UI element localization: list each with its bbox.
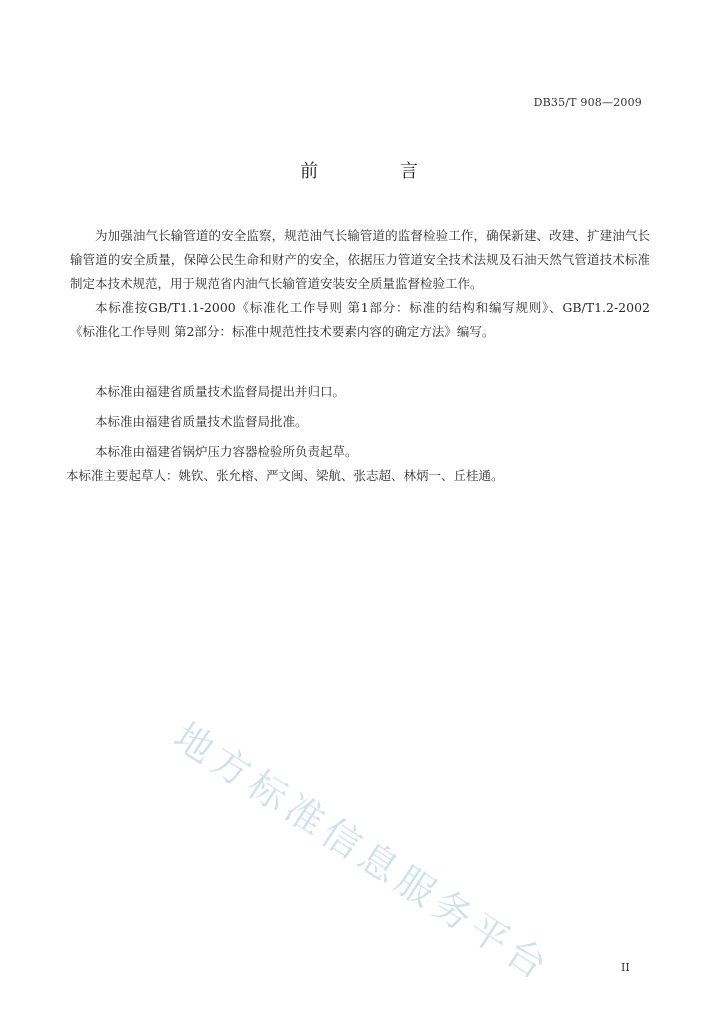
watermark: 地方标准信息服务平台 <box>166 713 560 991</box>
paragraph-drafters: 本标准主要起草人：姚钦、张允榕、严文闽、梁航、张志超、林炳一、丘桂通。 <box>66 468 504 483</box>
paragraph-purpose: 为加强油气长输管道的安全监察，规范油气长输管道的监督检验工作，确保新建、改建、扩建油气长输管道的安全质量，保障公民生命和财产的安全，依据压力管道安全技术法规及石油天然气管道技术标准制定本技术规范，用于规范省内油气长输管道安装安全质量监督检验工作。 <box>70 228 650 291</box>
paragraph-spacer <box>70 344 650 374</box>
paragraph-drafting-rules: 本标准按GB/T1.1-2000《标准化工作导则 第1部分：标准的结构和编写规则》、GB/T1.2-2002《标准化工作导则 第2部分：标准中规范性技术要素内容的确定方法》编写。 <box>70 300 650 339</box>
foreword-body <box>66 224 650 488</box>
standard-code: DB35/T 908—2009 <box>533 96 642 109</box>
paragraph-approved-by: 本标准由福建省质量技术监督局批准。 <box>95 414 308 429</box>
page-title: 前 言 <box>300 161 456 182</box>
paragraph-proposed-by: 本标准由福建省质量技术监督局提出并归口。 <box>95 384 346 399</box>
page-number: II <box>621 961 630 974</box>
paragraph-drafted-by: 本标准由福建省锅炉压力容器检验所负责起草。 <box>95 444 358 459</box>
